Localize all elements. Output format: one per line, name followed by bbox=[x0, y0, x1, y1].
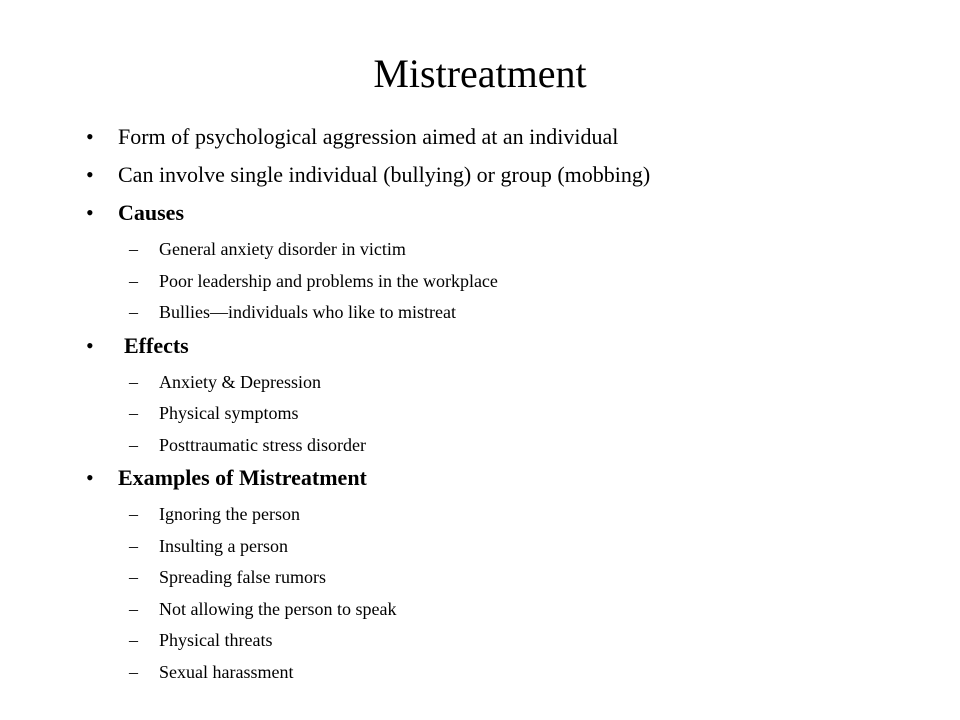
dash-marker: – bbox=[129, 239, 138, 259]
sub-item bbox=[86, 532, 926, 564]
sub-item bbox=[86, 399, 926, 431]
bullet-marker: • bbox=[86, 332, 94, 358]
sub-item-text: Bullies—individuals who like to mistreat bbox=[159, 302, 456, 322]
dash-marker: – bbox=[129, 371, 138, 392]
bullet-text: Can involve single individual (bullying) or group (mobbing) bbox=[118, 162, 651, 187]
sub-item bbox=[86, 595, 926, 627]
bullet-item-heading bbox=[86, 330, 926, 368]
bullet-text: Causes bbox=[118, 200, 185, 225]
sub-item bbox=[86, 368, 926, 400]
dash-marker: – bbox=[129, 661, 138, 682]
bullet-marker: • bbox=[86, 124, 94, 149]
bullet-item bbox=[86, 121, 926, 159]
sub-item bbox=[86, 267, 926, 299]
sub-item bbox=[86, 563, 926, 595]
sub-item-text: General anxiety disorder in victim bbox=[159, 239, 406, 259]
sub-item bbox=[86, 431, 926, 463]
bullet-text: Effects bbox=[124, 332, 189, 358]
bullet-item-heading bbox=[86, 462, 926, 500]
sub-item-text: Physical symptoms bbox=[159, 403, 299, 423]
bullet-text: Form of psychological aggression aimed at an individual bbox=[118, 124, 619, 149]
sub-item-text: Spreading false rumors bbox=[159, 567, 326, 587]
sub-item bbox=[86, 500, 926, 532]
dash-marker: – bbox=[129, 630, 138, 650]
sub-item-text: Not allowing the person to speak bbox=[159, 598, 397, 619]
bullet-list bbox=[86, 121, 926, 689]
sub-item-text: Ignoring the person bbox=[159, 504, 300, 524]
bullet-marker: • bbox=[86, 200, 94, 225]
sub-item-text: Poor leadership and problems in the workplace bbox=[159, 270, 498, 291]
sub-item bbox=[86, 298, 926, 330]
dash-marker: – bbox=[129, 598, 138, 619]
sub-item bbox=[86, 235, 926, 267]
sub-item-text: Anxiety & Depression bbox=[159, 371, 321, 392]
bullet-marker: • bbox=[86, 162, 94, 187]
sub-item-text: Physical threats bbox=[159, 630, 273, 650]
dash-marker: – bbox=[129, 403, 138, 423]
bullet-item-heading bbox=[86, 197, 926, 235]
slide-title: Mistreatment bbox=[373, 51, 587, 96]
bullet-item bbox=[86, 159, 926, 197]
sub-item-text: Posttraumatic stress disorder bbox=[159, 434, 366, 455]
sub-item bbox=[86, 658, 926, 690]
dash-marker: – bbox=[129, 270, 138, 291]
bullet-text: Examples of Mistreatment bbox=[118, 465, 367, 490]
sub-item-text: Sexual harassment bbox=[159, 661, 294, 682]
dash-marker: – bbox=[129, 567, 138, 587]
sub-item bbox=[86, 626, 926, 658]
dash-marker: – bbox=[129, 504, 138, 524]
sub-item-text: Insulting a person bbox=[159, 535, 288, 556]
dash-marker: – bbox=[129, 302, 138, 322]
dash-marker: – bbox=[129, 535, 138, 556]
bullet-marker: • bbox=[86, 465, 94, 490]
dash-marker: – bbox=[129, 434, 138, 455]
